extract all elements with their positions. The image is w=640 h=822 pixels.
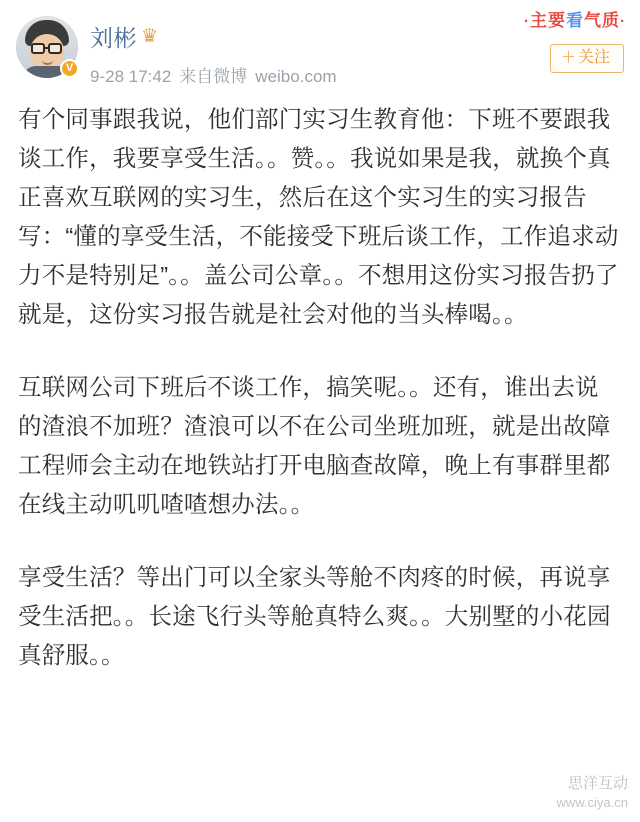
watermark-url: www.ciya.cn xyxy=(556,795,628,810)
sticker-part-1: 主要 xyxy=(530,11,566,30)
post-paragraph: 互联网公司下班后不谈工作，搞笑呢。。还有，谁出去说的渣浪不加班？渣浪可以不在公司坐班加班，就是出故障工程师会主动在地铁站打开电脑查故障，晚上有事群里都在线主动叽叽喳喳想办法。。 xyxy=(18,374,611,517)
sticker-right-dot: · xyxy=(620,13,626,30)
sticker-left-dot: · xyxy=(524,13,530,30)
watermark-brand: 思洋互动 xyxy=(567,775,628,792)
plus-icon: ＋ xyxy=(560,49,576,66)
post-paragraph: 享受生活？等出门可以全家头等舱不肉疼的时候，再说享受生活把。。长途飞行头等舱真特么爽。。大别墅的小花园真舒服。。 xyxy=(18,564,611,668)
avatar-glasses-bridge xyxy=(45,47,48,49)
verified-badge-icon: V xyxy=(60,59,79,78)
sticker-part-2: 看 xyxy=(566,11,584,30)
post-meta xyxy=(90,62,624,87)
footer-watermark xyxy=(556,774,628,812)
crown-icon: ♛ xyxy=(141,26,159,47)
sticker-part-3: 气质 xyxy=(584,11,620,30)
author-name[interactable]: 刘彬 xyxy=(90,25,137,51)
sticker-watermark xyxy=(524,6,626,31)
post-timestamp: 9-28 17:42 xyxy=(90,67,172,86)
avatar-glasses-left xyxy=(31,43,45,54)
avatar-glasses-right xyxy=(48,43,62,54)
post-source-prefix: 来自微博 xyxy=(179,67,248,86)
avatar[interactable] xyxy=(16,16,78,78)
post-paragraph: 有个同事跟我说，他们部门实习生教育他：下班不要跟我谈工作，我要享受生活。。赞。。我说如果是我，就换个真正喜欢互联网的实习生，然后在这个实习生的实习报告写：“懂的享受生活，不能接受下班后谈工作，工作追求动力不是特别足”。。盖公司公章。。不想用这份实习报告扔了就是，这份实习报告就是社会对他的当头棒喝。。 xyxy=(18,106,619,327)
post-source-link[interactable]: weibo.com xyxy=(255,67,337,86)
follow-button[interactable] xyxy=(550,44,624,73)
post-content xyxy=(0,96,640,675)
post-header xyxy=(0,0,640,96)
follow-button-label: 关注 xyxy=(577,49,610,66)
